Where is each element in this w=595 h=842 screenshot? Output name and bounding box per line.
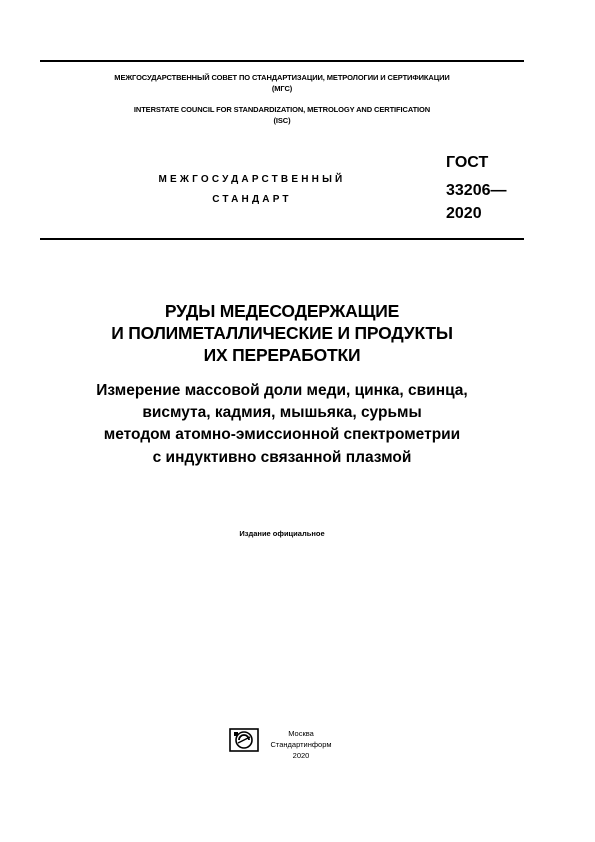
gost-number: 33206— [446,182,507,199]
council-abbr-en: (ISC) [273,116,291,125]
edition-note: Издание официальное [239,529,325,538]
imprint-year: 2020 [292,751,310,760]
document-title-line1: РУДЫ МЕДЕСОДЕРЖАЩИЕ [164,301,400,321]
council-name-en-line1: INTERSTATE COUNCIL FOR STANDARDIZATION, METROLOGY AND CERTIFICATION [133,105,431,114]
document-subtitle-line1: Измерение массовой доли меди, цинка, свинца, [96,382,468,399]
imprint-city: Москва [288,729,314,738]
council-name-ru [40,72,524,94]
gost-label: ГОСТ [446,154,489,171]
imprint-publisher: Стандартинформ [270,740,332,749]
standard-type-line1: МЕЖГОСУДАРСТВЕННЫЙ [158,174,346,185]
document-title-line3: ИХ ПЕРЕРАБОТКИ [203,345,361,365]
header-bottom-rule [40,238,524,240]
council-abbr-ru: (МГС) [271,84,293,93]
council-name-ru-line1: МЕЖГОСУДАРСТВЕННЫЙ СОВЕТ ПО СТАНДАРТИЗАЦИИ, МЕТРОЛОГИИ И СЕРТИФИКАЦИИ [114,73,450,82]
document-subtitle-line3: методом атомно-эмиссионной спектрометрии [103,426,461,443]
document-subtitle-line2: висмута, кадмия, мышьяка, сурьмы [142,404,422,421]
council-name-en [40,104,524,126]
gost-year: 2020 [446,205,482,222]
document-subtitle-line4: с индуктивно связанной плазмой [152,449,412,466]
standartinform-logo-icon [229,728,259,752]
top-rule [40,60,524,62]
standard-type-line2: СТАНДАРТ [212,194,292,205]
document-title-line2: И ПОЛИМЕТАЛЛИЧЕСКИЕ И ПРОДУКТЫ [111,323,453,343]
